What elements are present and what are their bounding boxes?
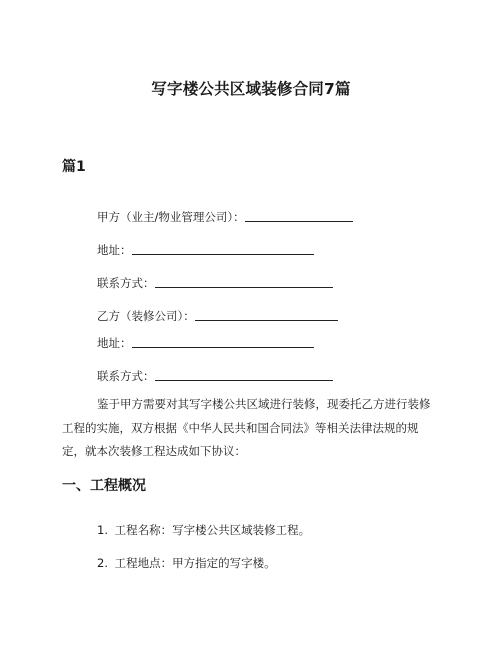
list-number: 2. [97, 556, 108, 570]
preamble-paragraph: 鉴于甲方需要对其写字楼公共区域进行装修，现委托乙方进行装修工程的实施，双方根据《中华人民共和国合同法》等相关法律法规的规定，就本次装修工程达成如下协议： [62, 397, 431, 458]
list-item [97, 522, 310, 538]
fill-blank [155, 275, 333, 288]
document-title: 写字楼公共区域装修合同7篇 [151, 80, 351, 98]
field-label: 联系方式： [97, 276, 155, 290]
section-heading: 篇1 [62, 159, 86, 175]
fill-blank [132, 335, 314, 348]
list-number: 1. [97, 523, 108, 537]
party-b-address-field [97, 334, 314, 351]
field-label: 地址： [97, 336, 132, 350]
field-label: 地址： [97, 243, 132, 257]
list-text: 工程地点：甲方指定的写字楼。 [114, 556, 276, 570]
party-b-contact-field [97, 367, 333, 384]
field-label: 甲方（业主/物业管理公司）： [97, 210, 245, 224]
party-b-field [97, 307, 338, 324]
fill-blank [132, 242, 314, 255]
fill-blank [195, 308, 338, 321]
party-a-field [97, 208, 353, 225]
fill-blank [155, 368, 333, 381]
party-a-contact-field [97, 274, 333, 291]
fill-blank [245, 209, 353, 222]
field-label: 联系方式： [97, 369, 155, 383]
field-label: 乙方（装修公司）： [97, 309, 195, 323]
list-item [97, 555, 276, 571]
part-heading: 一、工程概况 [62, 478, 146, 494]
list-text: 工程名称：写字楼公共区域装修工程。 [114, 523, 311, 537]
party-a-address-field [97, 241, 314, 258]
